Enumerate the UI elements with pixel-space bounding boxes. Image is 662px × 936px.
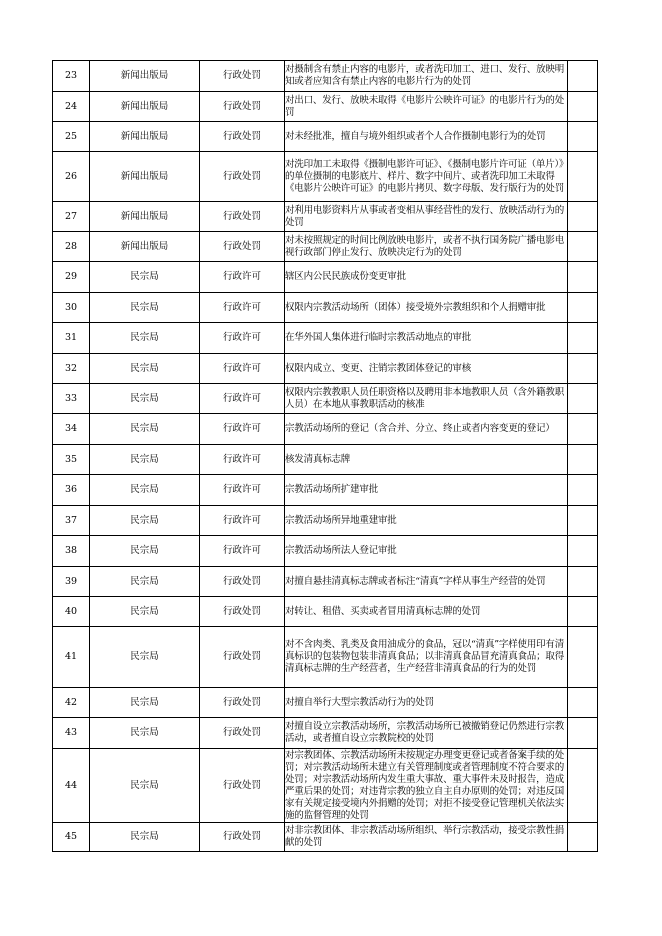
row-number: 31 — [53, 323, 90, 354]
row-number: 25 — [53, 122, 90, 152]
table-row — [53, 61, 598, 92]
table-row — [53, 567, 598, 597]
row-number: 38 — [53, 536, 90, 567]
department-cell: 民宗局 — [90, 567, 200, 597]
action-type-cell: 行政处罚 — [200, 567, 285, 597]
action-type-cell: 行政处罚 — [200, 597, 285, 627]
action-type-cell: 行政许可 — [200, 445, 285, 475]
row-number: 34 — [53, 414, 90, 445]
table-row — [53, 597, 598, 627]
action-type-cell: 行政处罚 — [200, 122, 285, 152]
department-cell: 新闻出版局 — [90, 202, 200, 232]
row-number: 33 — [53, 384, 90, 414]
description-cell: 对未按照规定的时间比例放映电影片，或者不执行国务院广播电影电视行政部门停止发行、放映决定行为的处罚 — [285, 232, 568, 262]
description-cell: 对未经批准，擅自与境外组织或者个人合作摄制电影行为的处罚 — [285, 122, 568, 152]
note-cell — [568, 414, 598, 445]
row-number: 42 — [53, 688, 90, 718]
description-cell: 对非宗教团体、非宗教活动场所组织、举行宗教活动，接受宗教性捐献的处罚 — [285, 823, 568, 852]
action-type-cell: 行政许可 — [200, 506, 285, 536]
department-cell: 民宗局 — [90, 823, 200, 852]
note-cell — [568, 688, 598, 718]
action-type-cell: 行政处罚 — [200, 92, 285, 122]
department-cell: 新闻出版局 — [90, 122, 200, 152]
row-number: 45 — [53, 823, 90, 852]
description-cell: 辖区内公民民族成份变更审批 — [285, 262, 568, 293]
description-cell: 权限内成立、变更、注销宗教团体登记的审核 — [285, 354, 568, 384]
description-cell: 宗教活动场所的登记（含合并、分立、终止或者内容变更的登记） — [285, 414, 568, 445]
description-cell: 对擅自举行大型宗教活动行为的处罚 — [285, 688, 568, 718]
row-number: 24 — [53, 92, 90, 122]
table-row — [53, 688, 598, 718]
department-cell: 民宗局 — [90, 506, 200, 536]
note-cell — [568, 597, 598, 627]
action-type-cell: 行政处罚 — [200, 202, 285, 232]
table-row — [53, 384, 598, 414]
note-cell — [568, 92, 598, 122]
action-type-cell: 行政许可 — [200, 384, 285, 414]
table-row — [53, 475, 598, 506]
action-type-cell: 行政处罚 — [200, 688, 285, 718]
table-row — [53, 293, 598, 323]
row-number: 37 — [53, 506, 90, 536]
note-cell — [568, 475, 598, 506]
row-number: 40 — [53, 597, 90, 627]
note-cell — [568, 354, 598, 384]
note-cell — [568, 823, 598, 852]
department-cell: 民宗局 — [90, 627, 200, 688]
department-cell: 民宗局 — [90, 749, 200, 823]
row-number: 26 — [53, 152, 90, 202]
note-cell — [568, 152, 598, 202]
department-cell: 民宗局 — [90, 536, 200, 567]
department-cell: 民宗局 — [90, 414, 200, 445]
table-row — [53, 122, 598, 152]
department-cell: 新闻出版局 — [90, 61, 200, 92]
department-cell: 民宗局 — [90, 262, 200, 293]
action-type-cell: 行政处罚 — [200, 232, 285, 262]
table-row — [53, 823, 598, 852]
note-cell — [568, 61, 598, 92]
table-row — [53, 323, 598, 354]
note-cell — [568, 718, 598, 749]
note-cell — [568, 445, 598, 475]
table-row — [53, 202, 598, 232]
note-cell — [568, 506, 598, 536]
note-cell — [568, 202, 598, 232]
note-cell — [568, 122, 598, 152]
action-type-cell: 行政许可 — [200, 414, 285, 445]
note-cell — [568, 384, 598, 414]
note-cell — [568, 323, 598, 354]
table-row — [53, 354, 598, 384]
note-cell — [568, 232, 598, 262]
records-table-body — [53, 61, 598, 852]
department-cell: 民宗局 — [90, 597, 200, 627]
department-cell: 新闻出版局 — [90, 92, 200, 122]
row-number: 23 — [53, 61, 90, 92]
table-row — [53, 262, 598, 293]
row-number: 27 — [53, 202, 90, 232]
department-cell: 新闻出版局 — [90, 152, 200, 202]
department-cell: 民宗局 — [90, 445, 200, 475]
department-cell: 民宗局 — [90, 354, 200, 384]
note-cell — [568, 567, 598, 597]
description-cell: 宗教活动场所法人登记审批 — [285, 536, 568, 567]
action-type-cell: 行政许可 — [200, 536, 285, 567]
description-cell: 在华外国人集体进行临时宗教活动地点的审批 — [285, 323, 568, 354]
table-row — [53, 627, 598, 688]
row-number: 36 — [53, 475, 90, 506]
row-number: 32 — [53, 354, 90, 384]
row-number: 35 — [53, 445, 90, 475]
department-cell: 民宗局 — [90, 384, 200, 414]
description-cell: 对出口、发行、放映未取得《电影片公映许可证》的电影片行为的处罚 — [285, 92, 568, 122]
table-row — [53, 506, 598, 536]
description-cell: 对擅自设立宗教活动场所，宗教活动场所已被撤销登记仍然进行宗教活动，或者擅自设立宗教院校的处罚 — [285, 718, 568, 749]
action-type-cell: 行政许可 — [200, 475, 285, 506]
table-row — [53, 414, 598, 445]
action-type-cell: 行政许可 — [200, 293, 285, 323]
description-cell: 权限内宗教活动场所（团体）接受境外宗教组织和个人捐赠审批 — [285, 293, 568, 323]
description-cell: 权限内宗教教职人员任职资格以及聘用非本地教职人员（含外籍教职人员）在本地从事教职活动的核准 — [285, 384, 568, 414]
description-cell: 对宗教团体、宗教活动场所未按规定办理变更登记或者备案手续的处罚；对宗教活动场所未建立有关管理制度或者管理制度不符合要求的处罚；对宗教活动场所内发生重大事故、重大事件未及时报告，造成严重后果的处罚；对违背宗教的独立自主自办原则的处罚；对违反国家有关规定接受境内外捐赠的处罚；对拒不接受登记管理机关依法实施的监督管理的处罚 — [285, 749, 568, 823]
description-cell: 对利用电影资料片从事或者变相从事经营性的发行、放映活动行为的处罚 — [285, 202, 568, 232]
row-number: 30 — [53, 293, 90, 323]
department-cell: 民宗局 — [90, 293, 200, 323]
action-type-cell: 行政处罚 — [200, 823, 285, 852]
table-row — [53, 445, 598, 475]
action-type-cell: 行政许可 — [200, 262, 285, 293]
row-number: 43 — [53, 718, 90, 749]
action-type-cell: 行政许可 — [200, 323, 285, 354]
description-cell: 宗教活动场所异地重建审批 — [285, 506, 568, 536]
action-type-cell: 行政处罚 — [200, 152, 285, 202]
table-row — [53, 152, 598, 202]
table-row — [53, 718, 598, 749]
row-number: 28 — [53, 232, 90, 262]
description-cell: 对摄制含有禁止内容的电影片，或者洗印加工、进口、发行、放映明知或者应知含有禁止内容的电影片行为的处罚 — [285, 61, 568, 92]
row-number: 29 — [53, 262, 90, 293]
table-row — [53, 749, 598, 823]
description-cell: 对不含肉类、乳类及食用油成分的食品，冠以“清真”字样使用印有清真标识的包装物包装非清真食品；以非清真食品冒充清真食品；取得清真标志牌的生产经营者，生产经营非清真食品的行为的处罚 — [285, 627, 568, 688]
table-row — [53, 92, 598, 122]
department-cell: 民宗局 — [90, 475, 200, 506]
description-cell: 对洗印加工未取得《摄制电影许可证》、《摄制电影片许可证（单片）》的单位摄制的电影底片、样片、数字中间片、或者洗印加工未取得《电影片公映许可证》的电影片拷贝、数字母版、发行版行为的处罚 — [285, 152, 568, 202]
description-cell: 对擅自悬挂清真标志牌或者标注“清真”字样从事生产经营的处罚 — [285, 567, 568, 597]
action-type-cell: 行政处罚 — [200, 61, 285, 92]
action-type-cell: 行政处罚 — [200, 718, 285, 749]
records-table — [52, 60, 598, 852]
department-cell: 民宗局 — [90, 323, 200, 354]
note-cell — [568, 536, 598, 567]
note-cell — [568, 627, 598, 688]
action-type-cell: 行政许可 — [200, 354, 285, 384]
description-cell: 核发清真标志牌 — [285, 445, 568, 475]
department-cell: 新闻出版局 — [90, 232, 200, 262]
note-cell — [568, 749, 598, 823]
note-cell — [568, 293, 598, 323]
department-cell: 民宗局 — [90, 688, 200, 718]
row-number: 39 — [53, 567, 90, 597]
table-row — [53, 232, 598, 262]
description-cell: 宗教活动场所扩建审批 — [285, 475, 568, 506]
description-cell: 对转让、租借、买卖或者冒用清真标志牌的处罚 — [285, 597, 568, 627]
action-type-cell: 行政处罚 — [200, 627, 285, 688]
row-number: 41 — [53, 627, 90, 688]
department-cell: 民宗局 — [90, 718, 200, 749]
action-type-cell: 行政处罚 — [200, 749, 285, 823]
row-number: 44 — [53, 749, 90, 823]
note-cell — [568, 262, 598, 293]
table-row — [53, 536, 598, 567]
